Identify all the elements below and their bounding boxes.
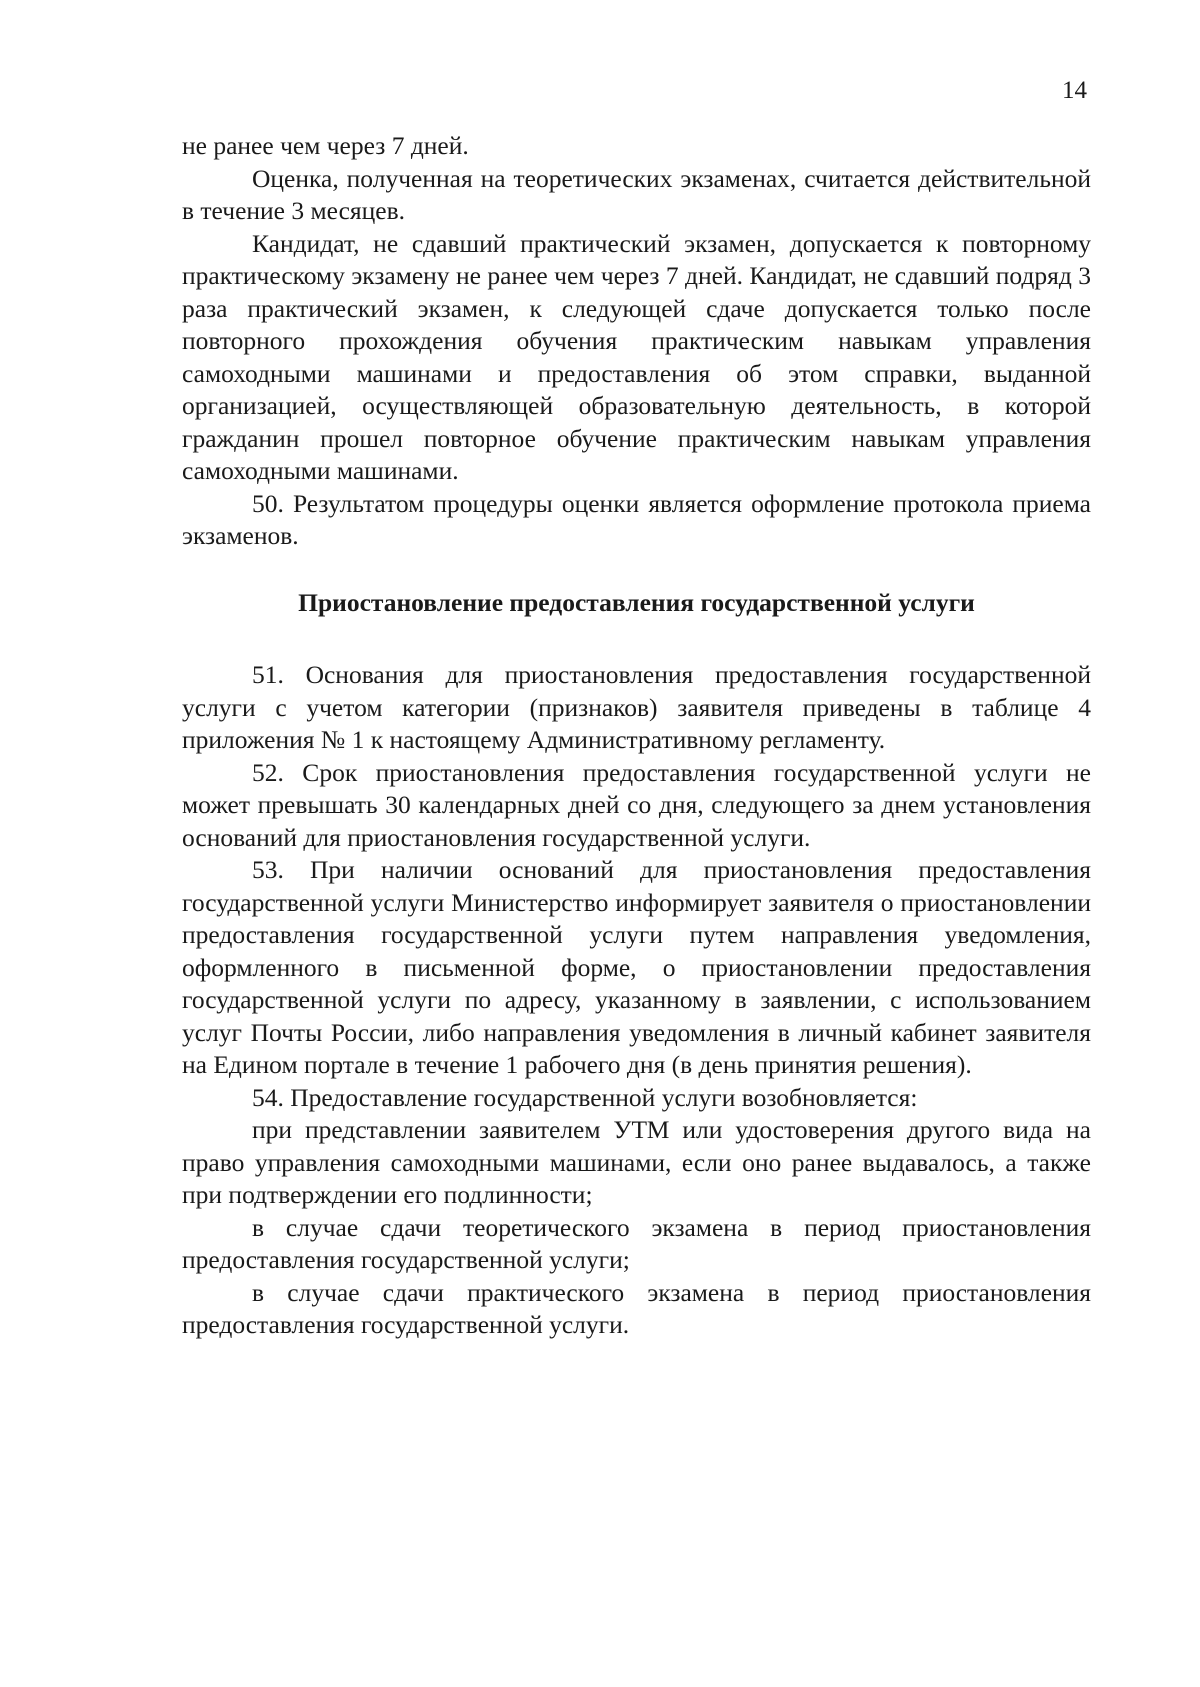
paragraph: 52. Срок приостановления предоставления государственной услуги не может превышать 30 календарных дней со дня, следующего за днем установления оснований для приостановления государственной услуги. bbox=[182, 757, 1091, 852]
paragraph: 51. Основания для приостановления предоставления государственной услуги с учетом категории (признаков) заявителя приведены в таблице 4 приложения № 1 к настоящему Административному регламенту. bbox=[182, 660, 1091, 754]
section-heading: Приостановление предоставления государственной услуги bbox=[298, 587, 975, 617]
paragraph: не ранее чем через 7 дней. bbox=[182, 131, 469, 160]
paragraph: в случае сдачи практического экзамена в период приостановления предоставления государственной услуги. bbox=[182, 1277, 1091, 1339]
page-number: 14 bbox=[1062, 77, 1087, 104]
paragraph: 50. Результатом процедуры оценки является оформление протокола приема экзаменов. bbox=[182, 488, 1091, 550]
paragraph: 53. При наличии оснований для приостановления предоставления государственной услуги Министерство информирует заявителя о приостановлении предоставления государственной услуги путем направления уведомления, оформленного в письменной форме, о приостановлении предоставления государственной услуги по адресу, указанному в заявлении, с использованием услуг Почты России, либо направления уведомления в личный кабинет заявителя на Едином портале в течение 1 рабочего дня (в день принятия решения). bbox=[182, 855, 1091, 1079]
paragraph: при представлении заявителем УТМ или удостоверения другого вида на право управления самоходными машинами, если оно ранее выдавалось, а также при подтверждении его подлинности; bbox=[182, 1115, 1091, 1209]
paragraph: Кандидат, не сдавший практический экзамен, допускается к повторному практическому экзамену не ранее чем через 7 дней. Кандидат, не сдавший подряд 3 раза практический экзамен, к следующей сдаче допускается только после повторного прохождения обучения практическим навыкам управления самоходными машинами и предоставления об этом справки, выданной организацией, осуществляющей образовательную деятельность, в которой гражданин прошел повторное обучение практическим навыкам управления самоходными машинами. bbox=[182, 228, 1091, 485]
paragraph: Оценка, полученная на теоретических экзаменах, считается действительной в течение 3 месяцев. bbox=[182, 163, 1091, 225]
paragraph: 54. Предоставление государственной услуги возобновляется: bbox=[252, 1082, 918, 1112]
document-body bbox=[182, 130, 1091, 1342]
paragraph: в случае сдачи теоретического экзамена в период приостановления предоставления государственной услуги; bbox=[182, 1212, 1091, 1274]
